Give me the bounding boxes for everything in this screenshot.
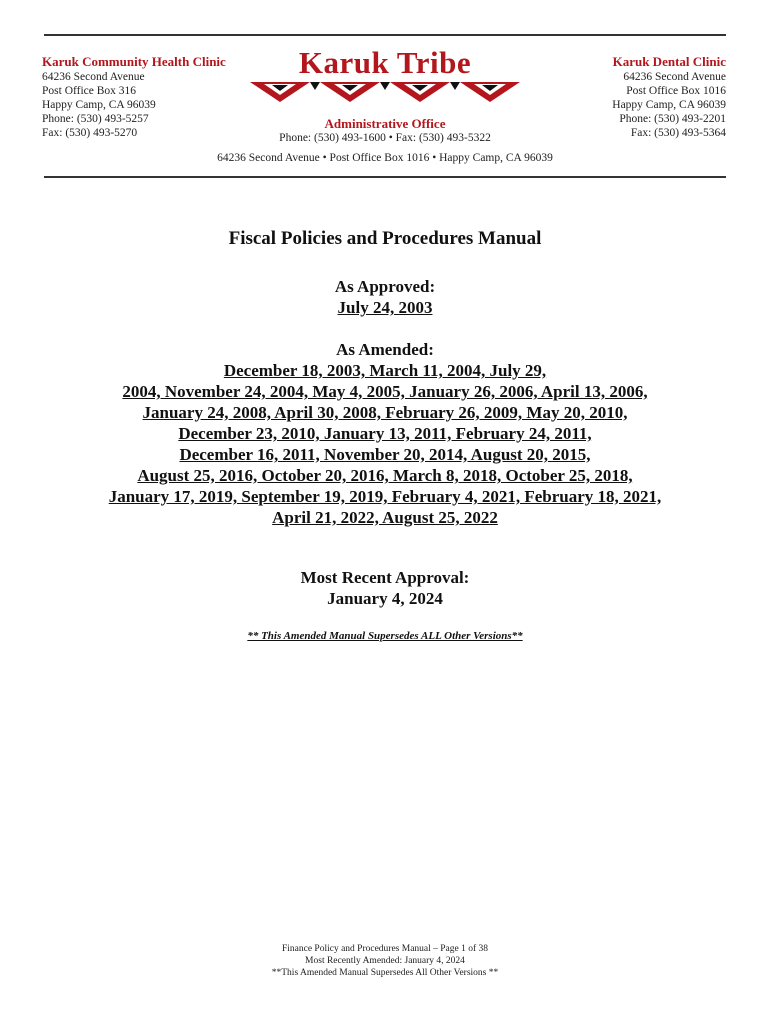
footer-line: Most Recently Amended: January 4, 2024 (305, 956, 465, 966)
right-clinic-line: 64236 Second Avenue (623, 71, 726, 83)
amended-dates-line: 2004, November 24, 2004, May 4, 2005, January 26, 2006, April 13, 2006, (122, 382, 648, 401)
right-clinic-line: Post Office Box 1016 (626, 85, 726, 97)
left-clinic-line: Happy Camp, CA 96039 (42, 99, 156, 111)
recent-approval-section (0, 567, 770, 609)
approved-section (0, 276, 770, 318)
page-footer (0, 943, 770, 979)
amended-dates-line: April 21, 2022, August 25, 2022 (272, 508, 498, 527)
supersede-notice: ** This Amended Manual Supersedes ALL Other Versions** (247, 630, 523, 642)
amended-dates-line: January 24, 2008, April 30, 2008, February 26, 2009, May 20, 2010, (142, 403, 628, 422)
tribe-header (200, 46, 570, 145)
left-clinic-line: Phone: (530) 493-5257 (42, 113, 149, 125)
amended-dates-line: January 17, 2019, September 19, 2019, February 4, 2021, February 18, 2021, (108, 487, 662, 506)
amended-section (0, 339, 770, 528)
right-clinic-block (612, 54, 726, 140)
left-clinic-line: Post Office Box 316 (42, 85, 137, 97)
right-clinic-line: Happy Camp, CA 96039 (612, 99, 726, 111)
left-clinic-name: Karuk Community Health Clinic (42, 54, 226, 69)
footer-line: **This Amended Manual Supersedes All Other Versions ** (271, 968, 499, 978)
admin-office-address: 64236 Second Avenue • Post Office Box 1016 • Happy Camp, CA 96039 (217, 152, 553, 164)
amended-dates-line: December 18, 2003, March 11, 2004, July 29, (223, 361, 547, 380)
admin-office-label: Administrative Office (324, 116, 446, 131)
recent-approval-label: Most Recent Approval: (300, 568, 470, 587)
document-title: Fiscal Policies and Procedures Manual (228, 228, 542, 249)
left-clinic-line: 64236 Second Avenue (42, 71, 145, 83)
header-top-rule (44, 34, 726, 36)
basket-motif-icon (250, 80, 520, 104)
right-clinic-line: Phone: (530) 493-2201 (619, 113, 726, 125)
right-clinic-line: Fax: (530) 493-5364 (630, 127, 726, 139)
amended-dates-line: December 23, 2010, January 13, 2011, February 24, 2011, (178, 424, 592, 443)
footer-line: Finance Policy and Procedures Manual – Page 1 of 38 (281, 944, 489, 954)
approved-label: As Approved: (334, 277, 436, 296)
amended-label: As Amended: (336, 340, 434, 359)
admin-office-contact: Phone: (530) 493-1600 • Fax: (530) 493-5322 (279, 132, 491, 144)
tribe-logo-text: Karuk Tribe (298, 45, 472, 80)
amended-dates-line: December 16, 2011, November 20, 2014, August 20, 2015, (179, 445, 591, 464)
approved-date: July 24, 2003 (337, 298, 433, 317)
right-clinic-name: Karuk Dental Clinic (612, 54, 726, 69)
recent-approval-date: January 4, 2024 (327, 589, 443, 608)
left-clinic-line: Fax: (530) 493-5270 (42, 127, 138, 139)
header-bottom-rule (44, 176, 726, 178)
amended-dates-line: August 25, 2016, October 20, 2016, March 8, 2018, October 25, 2018, (137, 466, 633, 485)
left-clinic-block (42, 54, 226, 140)
